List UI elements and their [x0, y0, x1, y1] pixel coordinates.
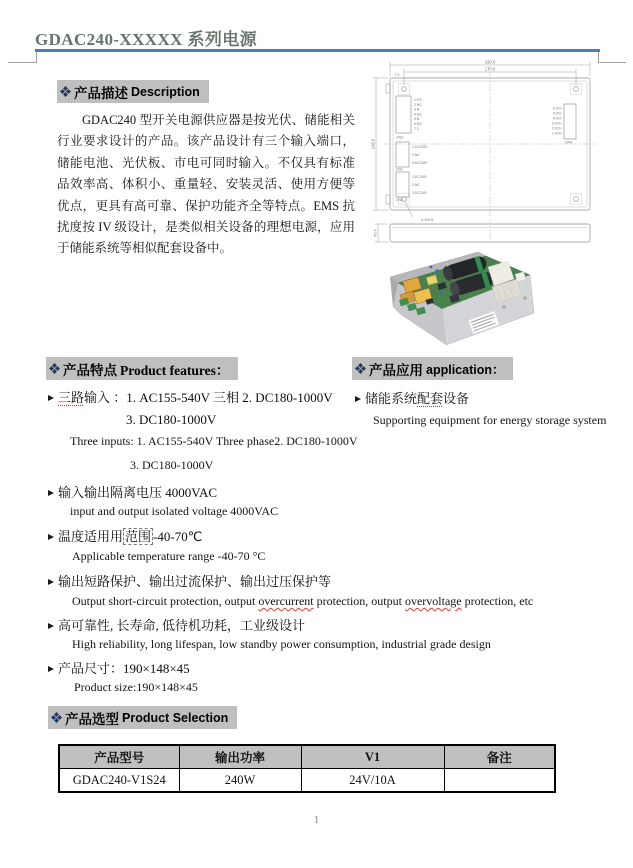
arrow-bullet-icon — [48, 534, 54, 540]
col-header-v1: V1 — [301, 745, 444, 769]
svg-text:CN2: CN2 — [396, 198, 404, 202]
svg-text:6.NC: 6.NC — [414, 122, 422, 126]
feature-text: 温度适用用 — [58, 529, 124, 544]
svg-text:4.NC: 4.NC — [414, 112, 422, 117]
arrow-bullet-icon — [48, 579, 54, 585]
section-header-selection — [48, 706, 237, 729]
table-header-row — [59, 745, 555, 769]
feature-text: Output short-circuit protection, output — [72, 594, 259, 608]
section-title-zh: 产品特点 — [63, 362, 117, 378]
screw — [523, 296, 526, 299]
feature-text: -40-70℃ — [153, 529, 203, 544]
section-title-en: application： — [426, 362, 505, 377]
arrow-bullet-icon — [355, 396, 361, 402]
feature-item — [70, 434, 358, 449]
feature-text: Three inputs: 1. AC155-540V Three phase2. DC180-1000V — [70, 434, 358, 448]
svg-text:1.FG: 1.FG — [414, 98, 422, 102]
svg-text:2.NC: 2.NC — [412, 183, 420, 187]
description-paragraph: GDAC240 型开关电源供应器是按光伏、储能相关行业要求设计的产品。该产品设计有三个输入端口，储能电池、光伏板、市电可同时输入。不仅具有标准品效率高、体积小、重量轻、安装灵活、使用方便等优点，更具有高可靠、保护功能齐全等特点。EMS 抗扰度按 IV 级设计，是类似相关设备的理想电源，应用于储能系统等相似配套设备中。 — [57, 113, 355, 256]
crop-mark-top-left — [36, 52, 37, 63]
application-text: 储能系统 — [365, 391, 418, 406]
dimension-drawing — [366, 58, 622, 244]
arrow-bullet-icon — [48, 395, 54, 401]
diamond-icon — [49, 363, 60, 374]
output-connector — [564, 104, 576, 139]
feature-text: 三路 — [58, 390, 85, 405]
svg-text:6.VO-: 6.VO- — [552, 106, 562, 111]
svg-text:5.B: 5.B — [414, 117, 420, 122]
feature-text: 3. DC180-1000V — [126, 412, 217, 427]
section-header-application — [352, 357, 513, 380]
cell-v1: 24V/10A — [301, 769, 444, 793]
svg-text:5.VO-: 5.VO- — [552, 111, 562, 116]
feature-text: protection, etc — [461, 594, 534, 608]
arrow-bullet-icon — [48, 623, 54, 629]
feature-text: 3. DC180-1000V — [130, 458, 214, 472]
input-pin-labels — [396, 98, 428, 202]
page-number: 1 — [313, 814, 320, 826]
arrow-bullet-icon — [48, 490, 54, 496]
feature-item — [70, 504, 278, 519]
side-view — [374, 220, 591, 244]
feature-item — [74, 680, 198, 695]
svg-text:3.DC240-: 3.DC240- — [412, 191, 427, 195]
col-header-power: 输出功率 — [179, 745, 301, 769]
col-header-note: 备注 — [444, 745, 555, 769]
section-title-en: Product Selection — [122, 710, 229, 725]
feature-text: 输入输出隔离电压 4000VAC — [58, 485, 218, 500]
feature-item — [130, 458, 213, 473]
title-underline — [35, 49, 600, 52]
section-title-zh: 产品描述 — [74, 85, 128, 101]
svg-text:4-Φ4.5: 4-Φ4.5 — [421, 217, 434, 222]
section-title-en: Description — [131, 84, 200, 99]
crop-mark-top-left — [8, 62, 36, 63]
application-item — [355, 388, 469, 407]
svg-text:45.4: 45.4 — [373, 229, 378, 237]
svg-text:148.0: 148.0 — [370, 138, 376, 150]
feature-text: High reliability, long lifespan, low standby power consumption, industrial grade design — [72, 637, 491, 651]
svg-text:2.NC: 2.NC — [414, 102, 422, 107]
feature-text: 产品尺寸：190×148×45 — [58, 661, 190, 676]
cell-note — [444, 769, 555, 793]
feature-item — [48, 387, 333, 406]
product-selection-table — [58, 744, 556, 793]
section-title-zh: 产品选型 — [65, 711, 119, 727]
section-header-features — [46, 357, 238, 380]
application-text: 设备 — [443, 391, 470, 406]
svg-text:3.DC240+: 3.DC240+ — [412, 161, 428, 165]
table-row — [59, 769, 555, 793]
screw — [502, 305, 505, 308]
application-text: Supporting equipment for energy storage system — [373, 413, 607, 427]
feature-text: Product size:190×148×45 — [74, 680, 198, 694]
dimension-lines — [370, 59, 590, 217]
feature-text: overvoltage — [404, 594, 462, 608]
feature-text: 输出短路保护、输出过流保护、输出过压保护等 — [58, 574, 332, 589]
feature-text: overcurrent — [258, 594, 314, 608]
diamond-icon — [60, 86, 71, 97]
svg-text:CN4: CN4 — [565, 140, 573, 145]
svg-text:3.A: 3.A — [414, 107, 420, 112]
svg-text:3.VO+: 3.VO+ — [551, 121, 562, 126]
feature-item — [72, 549, 265, 564]
product-photo — [380, 243, 542, 347]
feature-text: 输入 ：1. AC155-540V 三相 2. DC180-1000V — [84, 390, 333, 405]
svg-text:2.NC: 2.NC — [412, 153, 420, 157]
cell-model: GDAC240-V1S24 — [59, 769, 179, 793]
col-header-model: 产品型号 — [59, 745, 179, 769]
feature-item — [48, 482, 217, 501]
feature-text: Applicable temperature range -40-70 °C — [72, 549, 266, 563]
page-title: GDAC240-XXXXX 系列电源 — [35, 30, 258, 49]
svg-text:4.VO-: 4.VO- — [552, 116, 562, 121]
svg-text:1.VO+: 1.VO+ — [551, 131, 562, 136]
diamond-icon — [355, 363, 366, 374]
feature-text: 范围 — [125, 529, 152, 544]
feature-text: 高可靠性, 长寿命, 低待机功耗，工业级设计 — [58, 618, 306, 633]
arrow-bullet-icon — [48, 666, 54, 672]
section-title-zh: 产品应用 — [369, 362, 423, 378]
feature-text: protection, output — [313, 594, 405, 608]
svg-text:170.0: 170.0 — [484, 66, 496, 72]
feature-item — [126, 412, 216, 428]
section-header-description — [57, 80, 209, 103]
svg-text:1.DC240+: 1.DC240+ — [412, 145, 428, 149]
svg-text:1.DC240-: 1.DC240- — [412, 175, 427, 179]
feature-item — [48, 615, 305, 634]
application-text: 配套 — [417, 391, 444, 406]
feature-item — [72, 594, 533, 609]
section-title-en: Product features： — [120, 362, 230, 378]
input-connectors — [396, 96, 411, 197]
svg-text:7.C: 7.C — [414, 126, 420, 131]
svg-text:190.0: 190.0 — [484, 59, 496, 65]
feature-text: input and output isolated voltage 4000VAC — [70, 504, 279, 518]
svg-text:CN1: CN1 — [396, 167, 404, 172]
svg-text:2.VO+: 2.VO+ — [551, 126, 562, 131]
svg-text:7.0: 7.0 — [394, 73, 400, 78]
application-item — [373, 413, 606, 428]
feature-item — [48, 526, 202, 545]
feature-item — [48, 571, 331, 590]
feature-item — [48, 658, 190, 677]
cell-power: 240W — [179, 769, 301, 793]
svg-text:CN3: CN3 — [396, 135, 404, 140]
diamond-icon — [51, 712, 62, 723]
feature-item — [72, 637, 491, 652]
